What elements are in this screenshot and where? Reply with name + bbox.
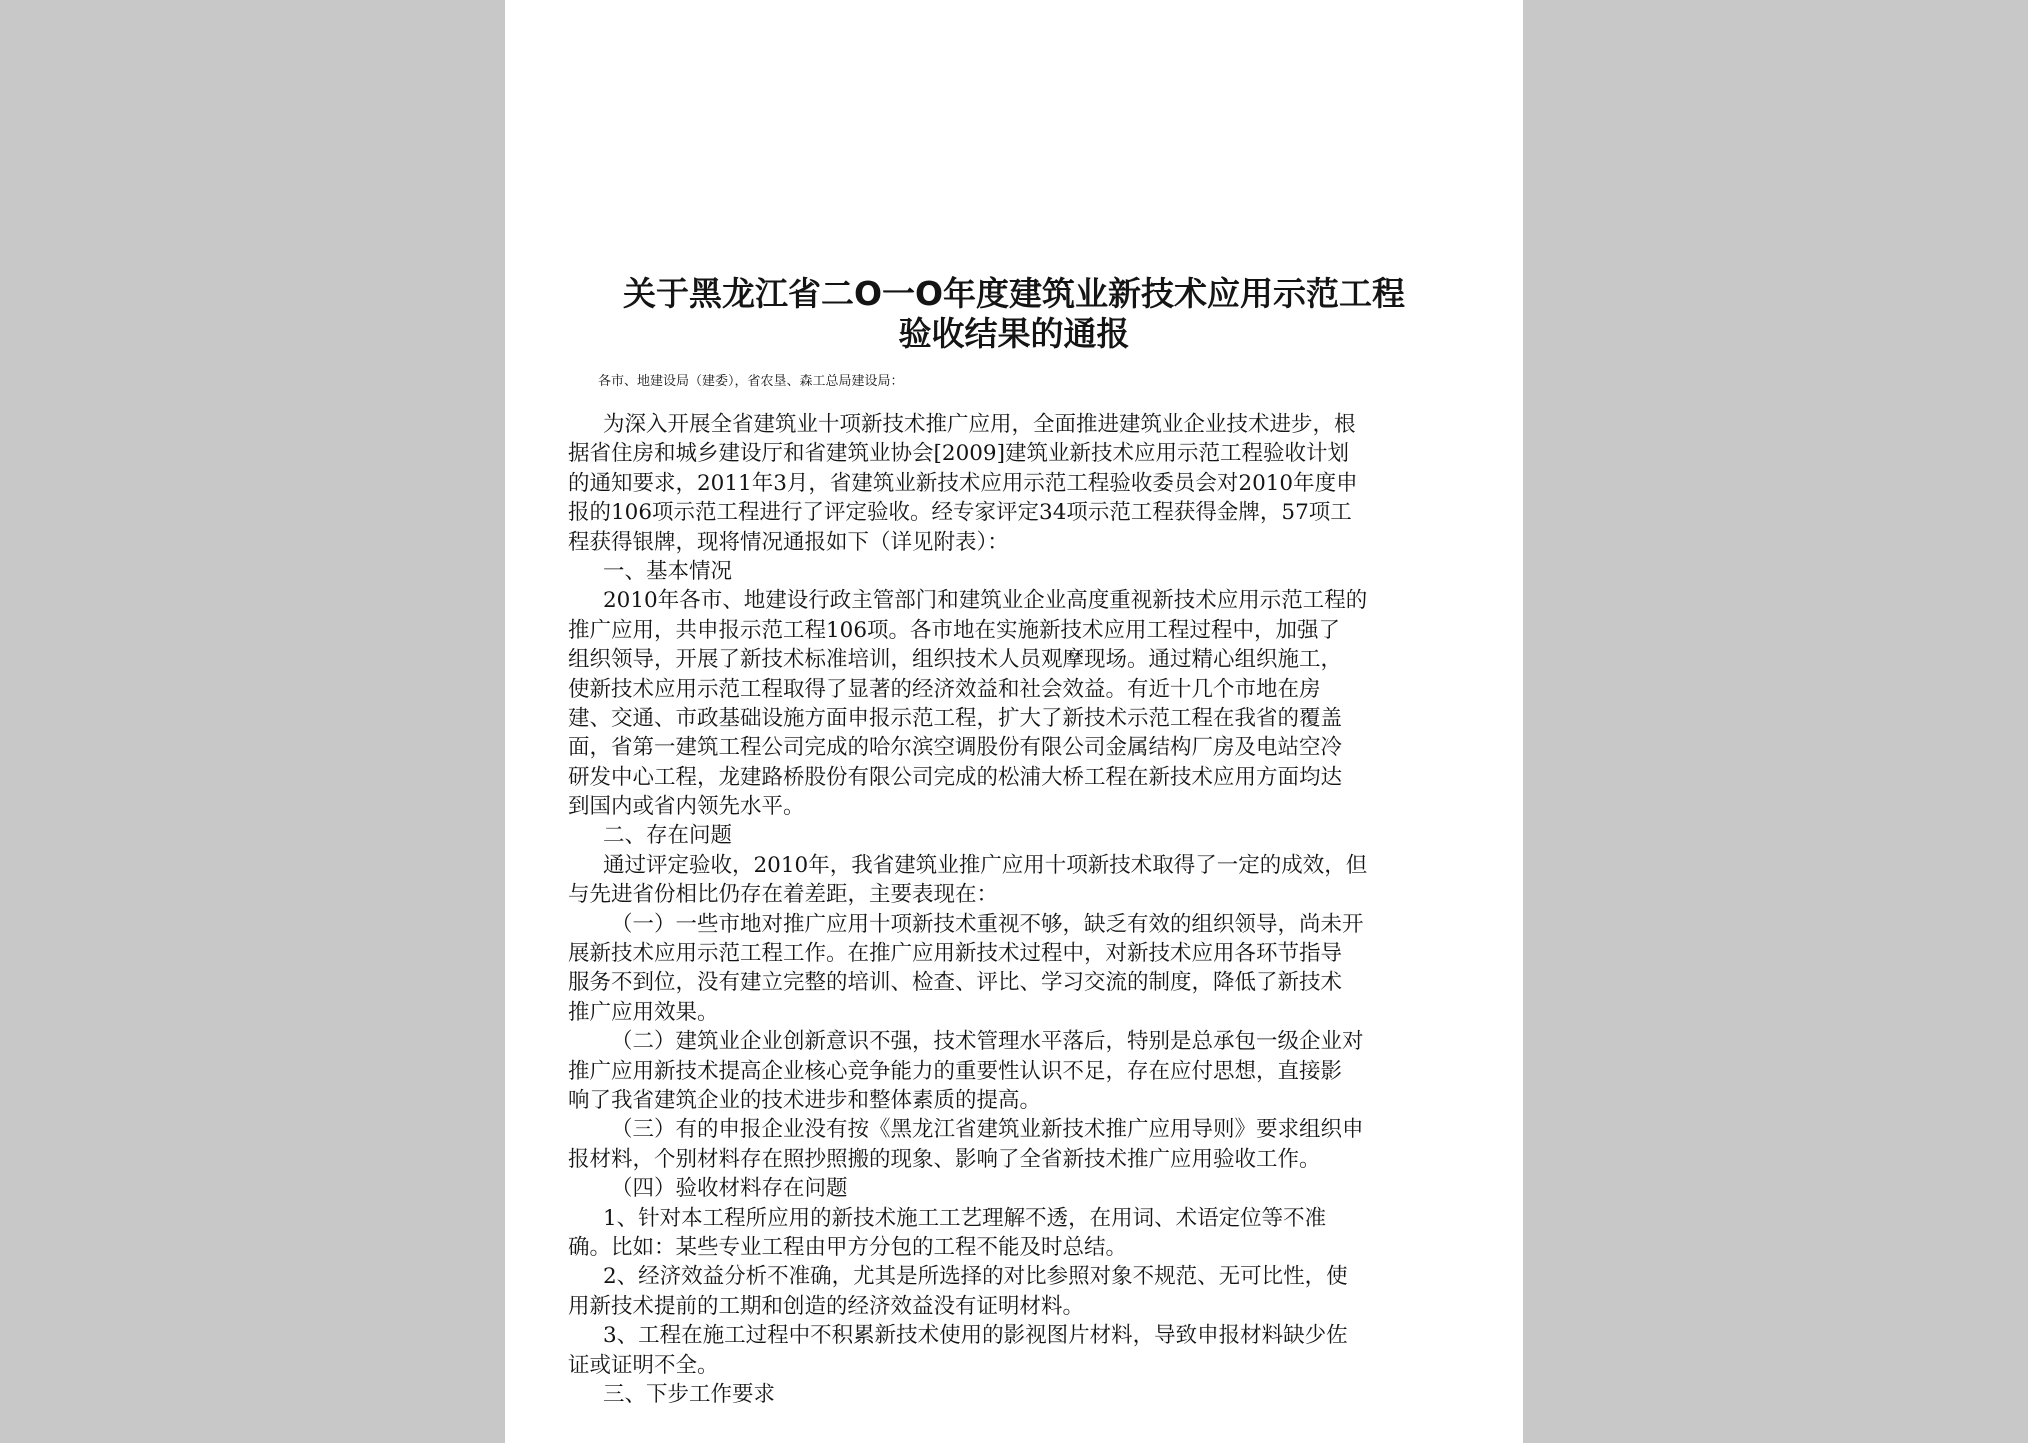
document-title-line-1: 关于黑龙江省二O一O年度建筑业新技术应用示范工程 [622,274,1406,313]
document-body [568,410,1468,1409]
body-text-line: 面，省第一建筑工程公司完成的哈尔滨空调股份有限公司金属结构厂房及电站空冷 [568,735,1343,761]
body-text-line: 程获得银牌，现将情况通报如下（详见附表）： [568,529,1009,555]
body-text-line: 用新技术提前的工期和创造的经济效益没有证明材料。 [568,1293,1085,1319]
body-text-line: 3、工程在施工过程中不积累新技术使用的影视图片材料，导致申报材料缺少佐 [603,1323,1348,1349]
document-title-line-2: 验收结果的通报 [898,314,1130,353]
body-text-line: 2、经济效益分析不准确，尤其是所选择的对比参照对象不规范、无可比性，使 [603,1264,1348,1290]
body-text-line: 与先进省份相比仍存在着差距，主要表现在： [568,882,999,908]
body-text-line: （三）有的申报企业没有按《黑龙江省建筑业新技术推广应用导则》要求组织申 [611,1117,1364,1143]
body-text-line: （四）验收材料存在问题 [611,1176,848,1202]
body-text-line: 使新技术应用示范工程取得了显著的经济效益和社会效益。有近十几个市地在房 [568,676,1321,702]
document-page [505,0,1523,1443]
body-text-line: 推广应用效果。 [568,999,719,1025]
body-text-line: 报的106项示范工程进行了评定验收。经专家评定34项示范工程获得金牌，57项工 [568,500,1352,526]
section-heading: 二、存在问题 [603,823,733,849]
body-text-line: 推广应用，共申报示范工程106项。各市地在实施新技术应用工程过程中，加强了 [568,617,1341,643]
section-heading: 三、下步工作要求 [603,1381,776,1407]
body-text-line: 2010年各市、地建设行政主管部门和建筑业企业高度重视新技术应用示范工程的 [603,588,1368,614]
body-text-line: 到国内或省内领先水平。 [568,794,805,820]
body-text-line: 为深入开展全省建筑业十项新技术推广应用，全面推进建筑业企业技术进步，根 [603,412,1356,437]
body-text-line: 的通知要求，2011年3月，省建筑业新技术应用示范工程验收委员会对2010年度申 [568,470,1358,496]
section-heading: 一、基本情况 [603,558,733,584]
body-text-line: （二）建筑业企业创新意识不强，技术管理水平落后，特别是总承包一级企业对 [611,1029,1364,1055]
body-text-line: 报材料，个别材料存在照抄照搬的现象、影响了全省新技术推广应用验收工作。 [568,1146,1321,1172]
body-text-line: 建、交通、市政基础设施方面申报示范工程，扩大了新技术示范工程在我省的覆盖 [568,705,1343,731]
body-text-line: （一）一些市地对推广应用十项新技术重视不够，缺乏有效的组织领导，尚未开 [611,911,1364,937]
body-text-line: 服务不到位，没有建立完整的培训、检查、评比、学习交流的制度，降低了新技术 [568,970,1343,996]
body-text-line: 研发中心工程，龙建路桥股份有限公司完成的松浦大桥工程在新技术应用方面均达 [568,764,1343,790]
document-addressee: 各市、地建设局（建委），省农垦、森工总局建设局： [598,374,904,389]
body-text-line: 确。比如：某些专业工程由甲方分包的工程不能及时总结。 [568,1234,1128,1260]
body-text-line: 展新技术应用示范工程工作。在推广应用新技术过程中，对新技术应用各环节指导 [568,941,1343,967]
body-text-line: 推广应用新技术提高企业核心竞争能力的重要性认识不足，存在应付思想，直接影 [568,1058,1343,1084]
body-text-line: 1、针对本工程所应用的新技术施工工艺理解不透，在用词、术语定位等不准 [603,1205,1327,1231]
body-text-line: 组织领导，开展了新技术标准培训，组织技术人员观摩现场。通过精心组织施工， [568,647,1343,673]
body-text-line: 响了我省建筑企业的技术进步和整体素质的提高。 [568,1087,1042,1113]
body-text-line: 证或证明不全。 [568,1352,719,1378]
body-text-line: 通过评定验收，2010年，我省建筑业推广应用十项新技术取得了一定的成效，但 [603,852,1368,878]
body-text-line: 据省住房和城乡建设厅和省建筑业协会[2009]建筑业新技术应用示范工程验收计划 [568,441,1349,467]
